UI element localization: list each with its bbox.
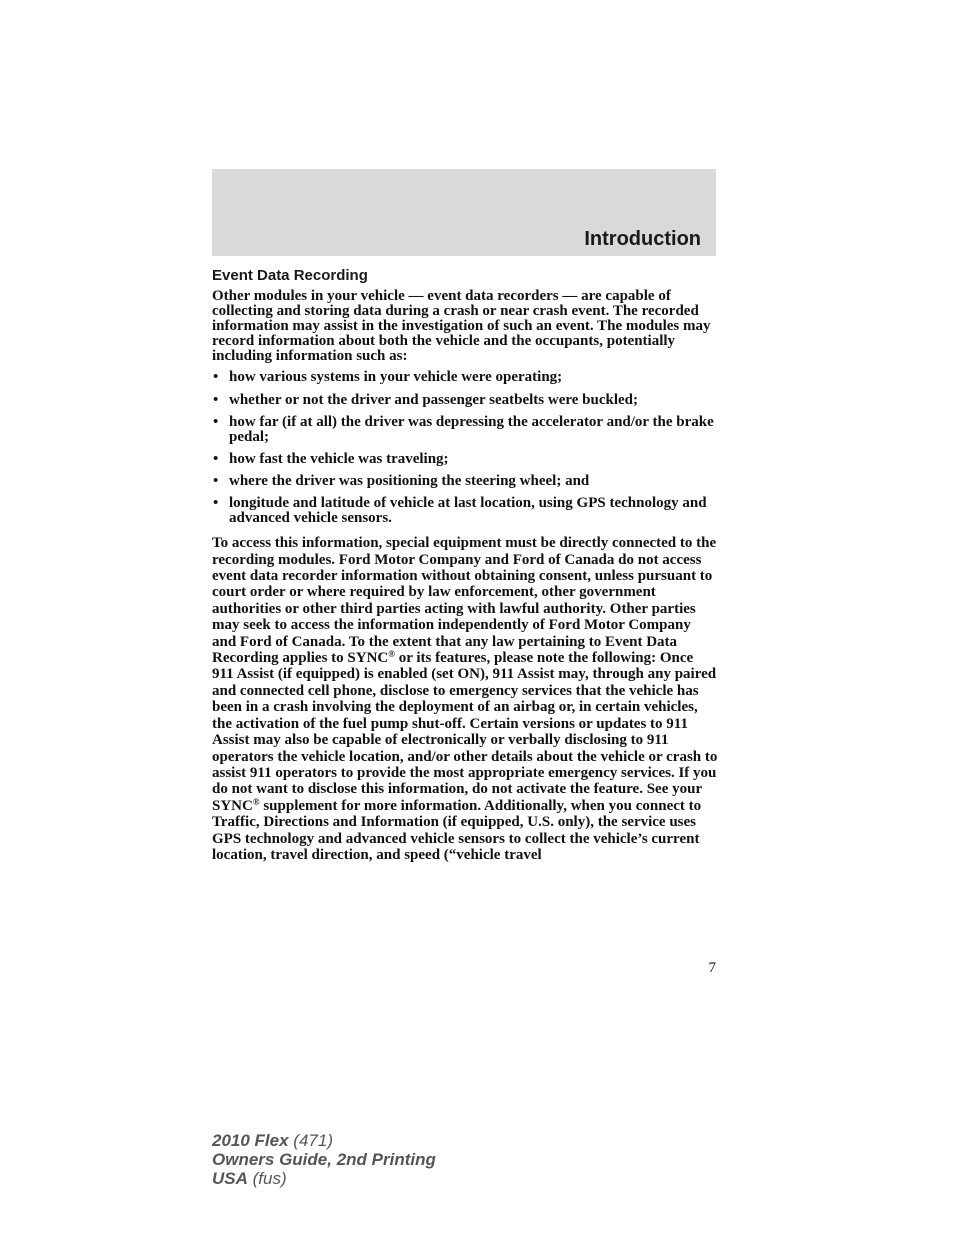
list-item bbox=[212, 370, 718, 385]
page-number: 7 bbox=[708, 960, 716, 976]
list-item bbox=[212, 415, 718, 445]
list-item-text: where the driver was positioning the steering wheel; and bbox=[229, 472, 590, 489]
footer-market-line: USA (fus) bbox=[212, 1169, 287, 1188]
list-item-text: how fast the vehicle was traveling; bbox=[229, 450, 449, 467]
bullet-icon: • bbox=[213, 391, 219, 408]
page-title: Introduction bbox=[584, 228, 701, 250]
section-heading: Event Data Recording bbox=[212, 267, 368, 284]
list-item-text: longitude and latitude of vehicle at last location, using GPS technology and advanced vehicle sensors. bbox=[229, 495, 707, 527]
intro-paragraph: Other modules in your vehicle — event data recorders — are capable of collecting and storing data during a crash or near crash event. The recorded information may assist in the investigation of such an event. The modules may record information about both the vehicle and the occupants, potentially including information such as: bbox=[212, 288, 711, 365]
list-item bbox=[212, 496, 718, 526]
bullet-icon: • bbox=[213, 495, 219, 512]
list-item-text: whether or not the driver and passenger seatbelts were buckled; bbox=[229, 391, 639, 408]
bullet-icon: • bbox=[213, 450, 219, 467]
bullet-list bbox=[212, 370, 718, 526]
header-band bbox=[212, 169, 716, 256]
footer-guide-line: Owners Guide, 2nd Printing bbox=[212, 1150, 436, 1169]
access-paragraph: To access this information, special equipment must be directly connected to the recording modules. Ford Motor Company and Ford of Canada do not access event data recorder information without obtaining consent, unless pursuant to court order or where required by law enforcement, other government authorities or other third parties acting with lawful authority. Other parties may seek to access the information independently of Ford Motor Company and Ford of Canada. To the extent that any law pertaining to Event Data Recording applies to SYNC® or its features, please note the following: Once 911 Assist (if equipped) is enabled (set ON), 911 Assist may, through any paired and connected cell phone, disclose to emergency services that the vehicle has been in a crash involving the deployment of an airbag or, in certain vehicles, the activation of the fuel pump shut-off. Certain versions or updates to 911 Assist may also be capable of electronically or verbally disclosing to 911 operators the vehicle location, and/or other details about the vehicle or crash to assist 911 operators to provide the most appropriate emergency services. If you do not want to disclose this information, do not activate the feature. See your SYNC® supplement for more information. Additionally, when you connect to Traffic, Directions and Information (if equipped, U.S. only), the service uses GPS technology and advanced vehicle sensors to collect the vehicle’s current location, travel direction, and speed (“vehicle travel bbox=[212, 535, 718, 863]
bullet-icon: • bbox=[213, 413, 219, 430]
registered-mark: ® bbox=[388, 649, 395, 660]
list-item bbox=[212, 452, 718, 467]
body-content bbox=[212, 289, 718, 863]
list-item-text: how various systems in your vehicle were operating; bbox=[229, 369, 563, 386]
registered-mark: ® bbox=[252, 796, 260, 807]
list-item-text: how far (if at all) the driver was depressing the accelerator and/or the brake pedal; bbox=[229, 413, 714, 445]
list-item bbox=[212, 393, 718, 408]
footer bbox=[212, 1131, 436, 1188]
bullet-icon: • bbox=[213, 472, 219, 489]
bullet-icon: • bbox=[213, 369, 219, 386]
footer-model-line: 2010 Flex (471) bbox=[212, 1131, 333, 1150]
list-item bbox=[212, 474, 718, 489]
